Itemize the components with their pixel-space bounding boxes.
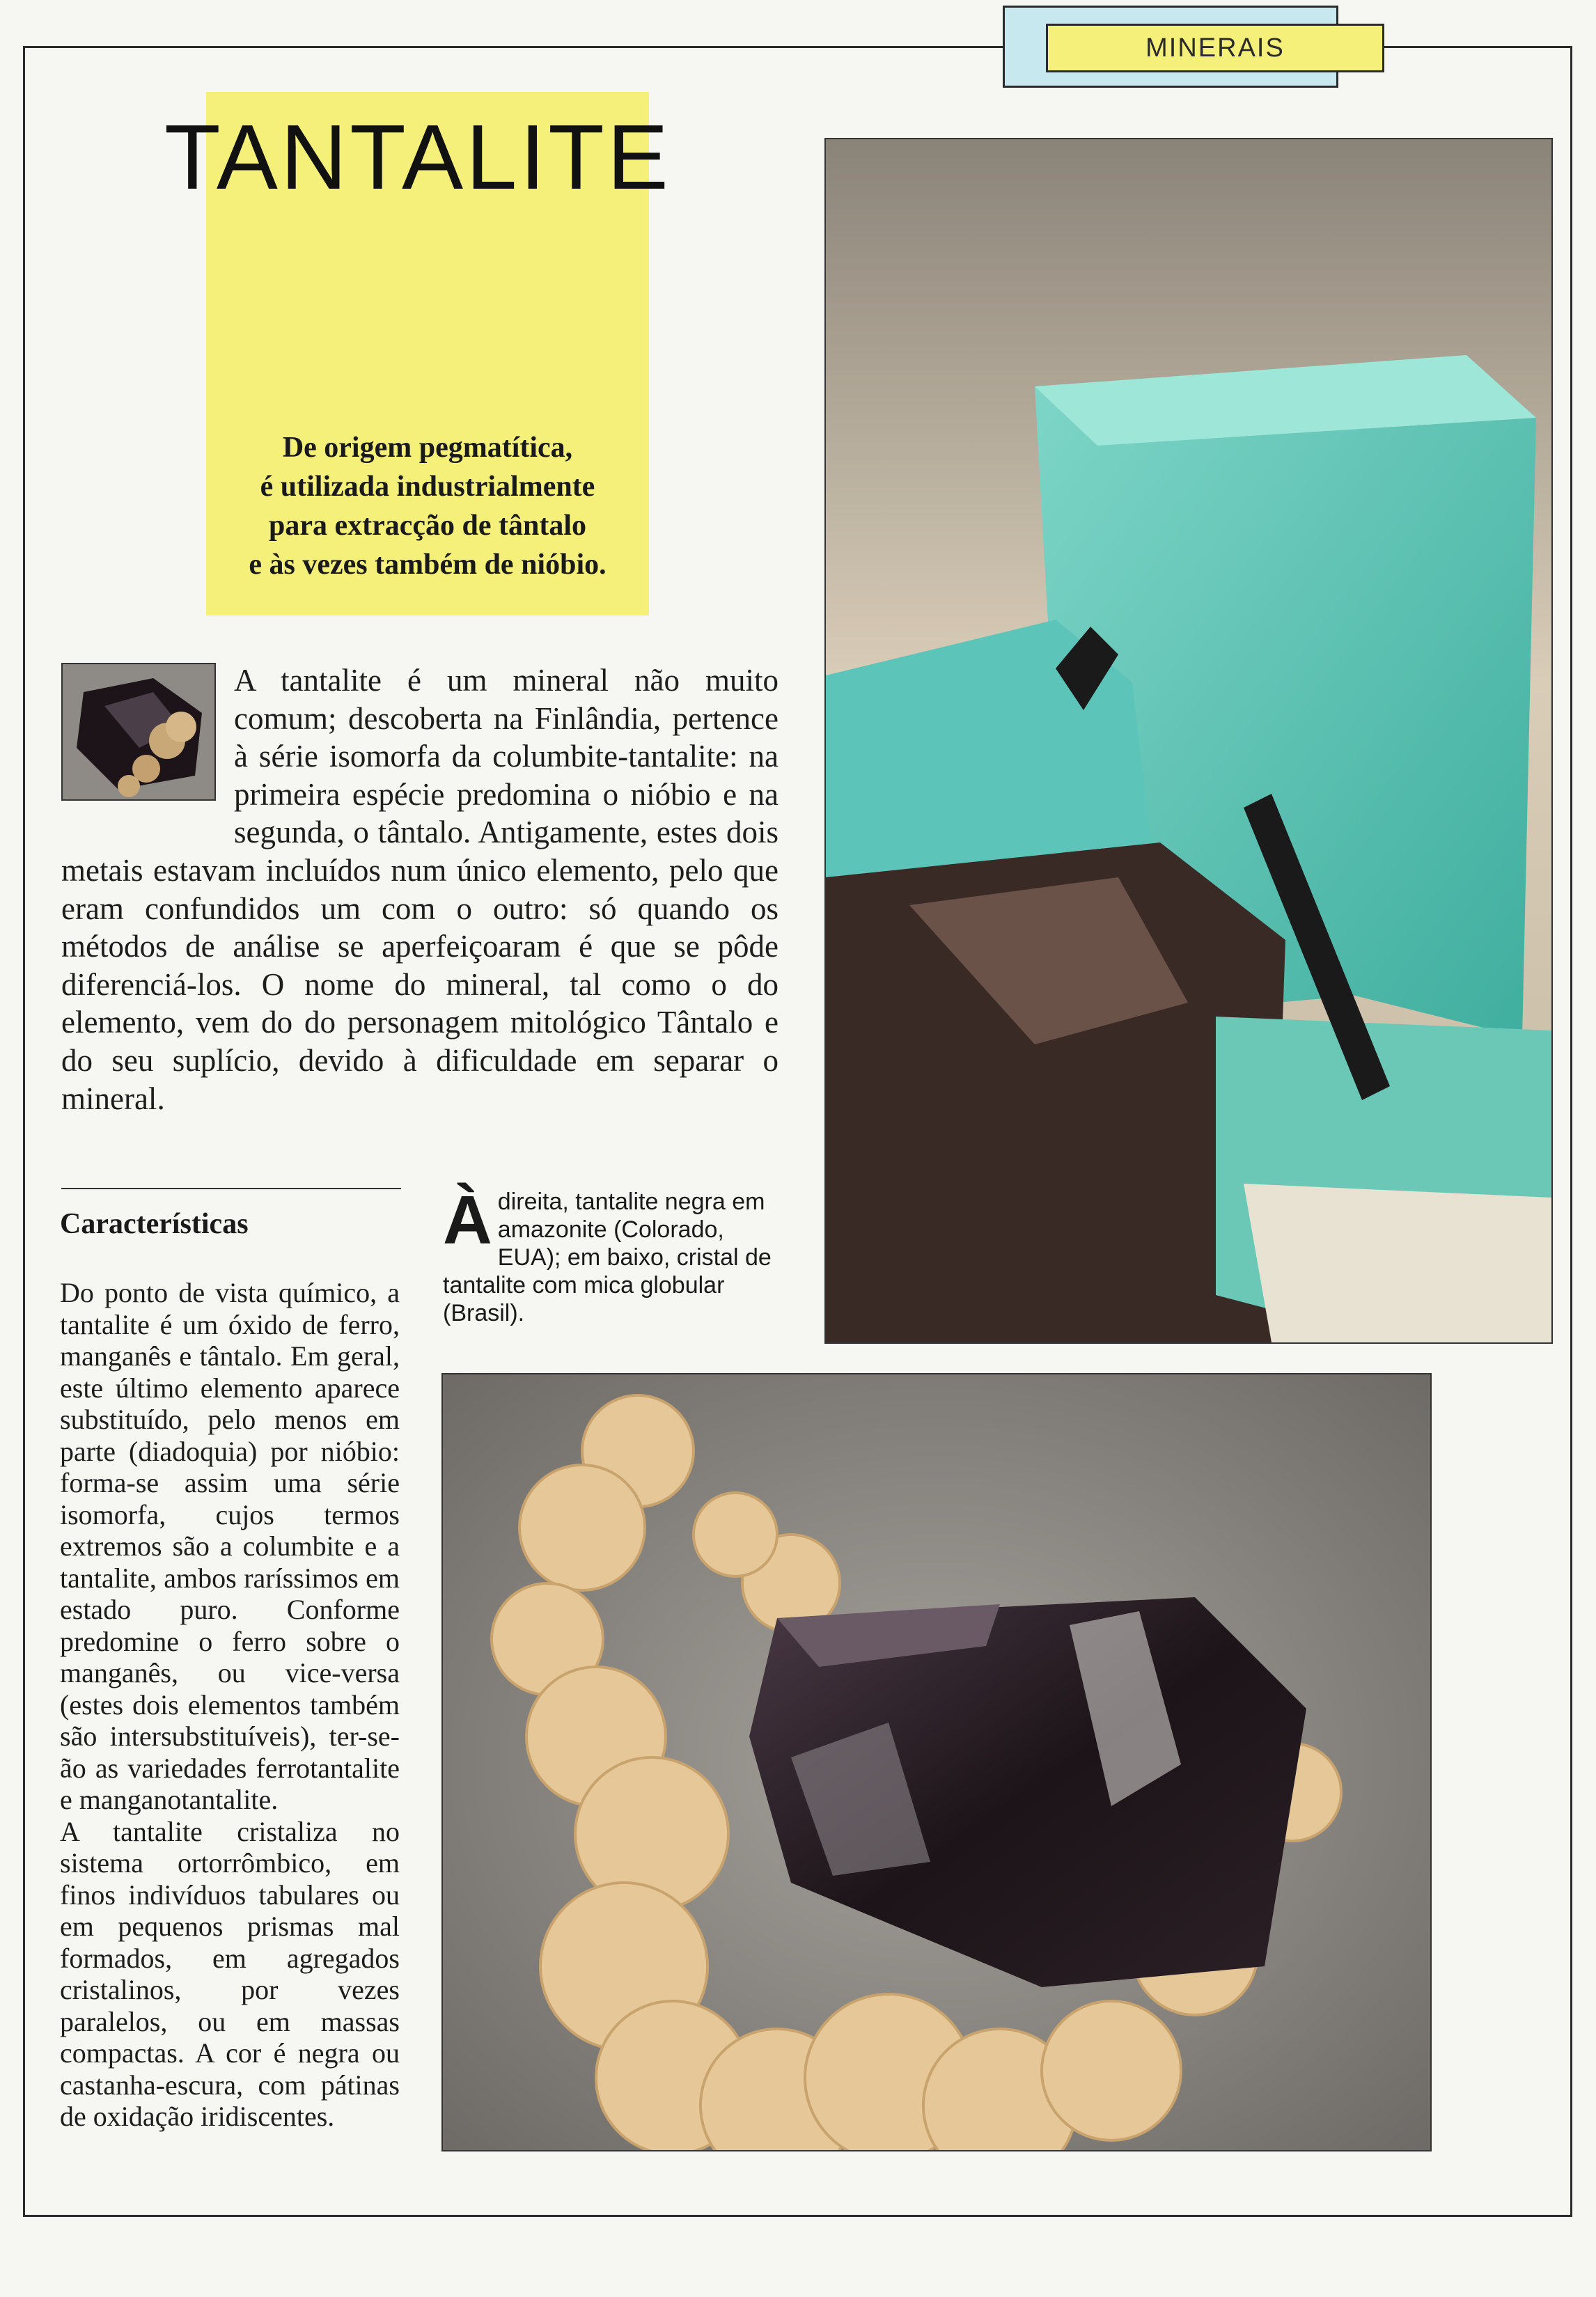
caption-dropcap: À <box>443 1182 492 1258</box>
characteristics-paragraph: A tantalite cristaliza no sistema ortorrômbico, em finos indivíduos tabulares ou em pequenos prismas mal formados, em agregados cristalinos, por vezes paralelos, ou em massas compactas. A cor é negra ou castanha-escura, com pátinas de oxidação iridiscentes. <box>60 1815 400 2132</box>
section-rule <box>61 1188 401 1189</box>
intro-paragraph <box>61 661 779 1118</box>
subtitle <box>206 428 649 584</box>
subtitle-line: De origem pegmatítica, <box>282 432 573 464</box>
photo-caption <box>443 1182 777 1327</box>
tantalite-crystal-photo <box>441 1373 1432 2151</box>
subtitle-line: para extracção de tântalo <box>268 510 587 542</box>
caption-text: direita, tantalite negra em amazonite (Colorado, EUA); em baixo, cristal de tantalite com mica globular (Brasil). <box>443 1189 772 1326</box>
section-heading: Características <box>60 1208 249 1240</box>
characteristics-text <box>60 1277 400 2133</box>
subtitle-line: é utilizada industrialmente <box>260 471 595 503</box>
section-label: MINERAIS <box>1046 24 1384 72</box>
characteristics-paragraph: Do ponto de vista químico, a tantalite é um óxido de ferro, manganês e tântalo. Em geral, este último elemento aparece substituído, pelo menos em parte (diadoquia) por nióbio: forma-se assim uma série isomorfa, cujos termos extremos são a columbite e a tantalite, ambos raríssimos em estado puro. Conforme predomine o ferro sobre o manganês, ou vice-versa (estes dois elementos também são intersubstituíveis), ter-se-ão as variedades ferrotantalite e manganotantalite. <box>60 1277 400 1815</box>
subtitle-line: e às vezes também de nióbio. <box>249 549 607 581</box>
intro-text: A tantalite é um mineral não muito comum; descoberta na Finlândia, pertence à série isomorfa da columbite-tantalite: na primeira espécie predomina o nióbio e na segunda, o tântalo. Antigamente, estes dois metais estavam incluídos num único elemento, pelo que eram confundidos um com o outro: só quando os métodos de análise se aperfeiçoaram é que se pôde diferenciá-los. O nome do mineral, tal como o do elemento, vem do do personagem mitológico Tântalo e do seu suplício, devido à dificuldade em separar o mineral. <box>61 663 779 1116</box>
amazonite-photo <box>824 138 1553 1344</box>
thumbnail-space <box>61 661 234 815</box>
page-title: TANTALITE <box>164 106 671 208</box>
